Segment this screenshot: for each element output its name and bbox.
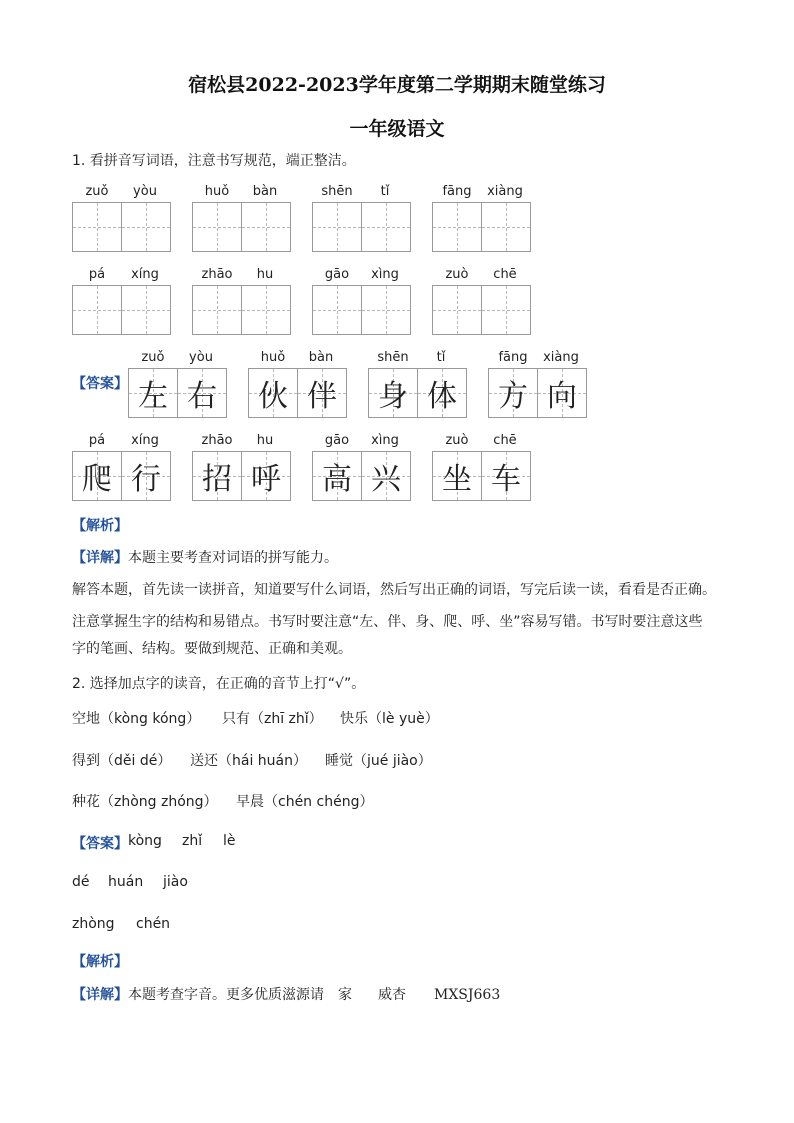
answer-character: 方 [498,379,528,414]
answer-character-cell [297,368,347,418]
detail-tag-q1: 【详解】 [72,550,128,566]
pinyin-label: zhāo [201,433,233,448]
answer-character-cell [241,451,291,501]
tianzige-boxes [368,368,466,418]
answer-character-cell [432,451,482,501]
answer-character: 向 [547,379,577,414]
pinyin-label: chē [493,433,517,448]
writing-cell[interactable] [72,202,122,252]
answer-character-cell [481,451,531,501]
option-kongdi: 空地（kòng kóng） [72,711,201,727]
answer-character-cell [121,451,171,501]
writing-cell[interactable] [312,202,362,252]
answer-character: 坐 [442,462,472,497]
answer-kong: kòng [128,833,162,849]
answer-character: 高 [322,462,352,497]
word-group [72,184,170,252]
pinyin-label: zuò [445,433,469,448]
page-subtitle: 一年级语文 [349,118,445,140]
word-group [432,184,530,252]
detail-text-q2-jia: 家 [338,987,352,1003]
pinyin-label: hu [256,433,274,448]
word-group [192,267,290,335]
answer-zhong: zhòng [72,916,115,932]
writing-cell[interactable] [481,202,531,252]
answer-tag-q1: 【答案】 [72,376,128,392]
pinyin-label: pá [88,433,106,448]
detail-tag-q2: 【详解】 [72,987,128,1003]
word-group [72,433,170,501]
answer-character-cell [417,368,467,418]
pinyin-label: yòu [189,350,213,365]
pinyin-label: xìng [371,267,399,282]
word-group [312,267,410,335]
pinyin-label: fāng [498,350,528,365]
question-1-text: 1. 看拼音写词语，注意书写规范，端正整洁。 [72,153,356,169]
pinyin-label: bàn [252,184,278,199]
pinyin-label: xíng [131,433,159,448]
detail-line-3: 注意掌握生字的结构和易错点。书写时要注意“左、伴、身、爬、呼、坐”容易写错。书写时要注意这些 [72,614,703,630]
answer-tag-q2: 【答案】 [72,836,128,852]
tianzige-boxes [312,202,410,252]
tianzige-boxes [72,285,170,335]
word-group [368,350,466,418]
pinyin-label: gāo [324,433,350,448]
tianzige-boxes [72,451,170,501]
answer-character: 行 [131,462,161,497]
tianzige-boxes [432,202,530,252]
option-songhuan: 送还（hái huán） [190,753,307,769]
answer-character: 爬 [82,462,112,497]
tianzige-boxes [192,202,290,252]
answer-character-cell [368,368,418,418]
tianzige-boxes [192,451,290,501]
writing-cell[interactable] [192,285,242,335]
answer-character: 伴 [307,379,337,414]
pinyin-label: shēn [321,184,353,199]
writing-cell[interactable] [432,202,482,252]
writing-cell[interactable] [312,285,362,335]
word-group [312,184,410,252]
word-group [488,350,586,418]
answer-character: 呼 [251,462,281,497]
pinyin-label: pá [88,267,106,282]
pinyin-label: xiàng [487,184,523,199]
pinyin-label: xíng [131,267,159,282]
detail-line-4: 字的笔画、结构。要做到规范、正确和美观。 [72,641,352,657]
option-shuijiao: 睡觉（jué jiào） [325,753,432,769]
option-kuaile: 快乐（lè yuè） [340,711,439,727]
writing-cell[interactable] [361,285,411,335]
answer-jiao: jiào [163,874,188,890]
pinyin-label: gāo [324,267,350,282]
word-group [192,433,290,501]
pinyin-label: xìng [371,433,399,448]
word-group [248,350,346,418]
detail-text-q2-weixing: 威杏 [378,987,406,1003]
pinyin-label: xiàng [543,350,579,365]
pinyin-label: fāng [442,184,472,199]
word-group [432,267,530,335]
tianzige-boxes [128,368,226,418]
pinyin-label: hu [256,267,274,282]
option-zaochen: 早晨（chén chéng） [236,794,374,810]
answer-chen: chén [136,916,171,932]
answer-character-cell [128,368,178,418]
tianzige-boxes [72,202,170,252]
answer-character: 体 [427,379,457,414]
pinyin-label: shēn [377,350,409,365]
page-title: 宿松县2022-2023学年度第二学期期末随堂练习 [188,74,606,96]
answer-zhi: zhǐ [182,833,203,849]
word-group [192,184,290,252]
pinyin-label: huǒ [204,184,230,199]
word-group [72,267,170,335]
answer-character-cell [361,451,411,501]
pinyin-label: zuǒ [85,184,109,199]
writing-cell[interactable] [241,285,291,335]
word-group [432,433,530,501]
answer-character-cell [248,368,298,418]
detail-line-q2 [72,984,500,1004]
question-2-text: 2. 选择加点字的读音，在正确的音节上打“√”。 [72,676,366,692]
word-group [312,433,410,501]
detail-line-1 [72,547,338,567]
tianzige-boxes [312,451,410,501]
answer-character-cell [488,368,538,418]
answer-character: 伙 [258,379,288,414]
writing-cell[interactable] [72,285,122,335]
option-dedao: 得到（děi dé） [72,753,172,769]
answer-character-cell [192,451,242,501]
writing-cell[interactable] [192,202,242,252]
writing-cell[interactable] [121,285,171,335]
writing-cell[interactable] [241,202,291,252]
answer-character: 左 [138,379,168,414]
answer-character-cell [177,368,227,418]
pinyin-label: huǒ [260,350,286,365]
answer-character: 兴 [371,462,401,497]
answer-character: 招 [202,462,232,497]
option-zhonghua: 种花（zhòng zhóng） [72,794,218,810]
pinyin-label: bàn [308,350,334,365]
tianzige-boxes [488,368,586,418]
pinyin-label: chē [493,267,517,282]
pinyin-label: zuǒ [141,350,165,365]
writing-cell[interactable] [121,202,171,252]
tianzige-boxes [432,285,530,335]
pinyin-label: tǐ [436,350,446,365]
analysis-tag-q1: 【解析】 [72,518,128,534]
word-group [128,350,226,418]
answer-character: 右 [187,379,217,414]
answer-le: lè [223,833,236,849]
pinyin-label: zuò [445,267,469,282]
tianzige-boxes [432,451,530,501]
detail-text-1: 本题主要考查对词语的拼写能力。 [128,550,338,566]
analysis-tag-q2: 【解析】 [72,954,128,970]
answer-character: 车 [491,462,521,497]
option-zhiyou: 只有（zhī zhǐ） [222,711,323,727]
detail-line-2: 解答本题，首先读一读拼音，知道要写什么词语，然后写出正确的词语，写完后读一读，看看是否正确。 [72,582,716,598]
detail-text-q2: 本题考查字音。更多优质滋源请 [128,987,324,1003]
pinyin-label: tǐ [380,184,390,199]
answer-character-cell [537,368,587,418]
answer-de: dé [72,874,90,890]
answer-character: 身 [378,379,408,414]
pinyin-label: zhāo [201,267,233,282]
writing-cell[interactable] [481,285,531,335]
tianzige-boxes [248,368,346,418]
tianzige-boxes [312,285,410,335]
detail-text-q2-code: MXSJ663 [434,987,501,1003]
writing-cell[interactable] [361,202,411,252]
answer-character-cell [312,451,362,501]
answer-huan: huán [108,874,144,890]
tianzige-boxes [192,285,290,335]
writing-cell[interactable] [432,285,482,335]
answer-character-cell [72,451,122,501]
pinyin-label: yòu [133,184,157,199]
